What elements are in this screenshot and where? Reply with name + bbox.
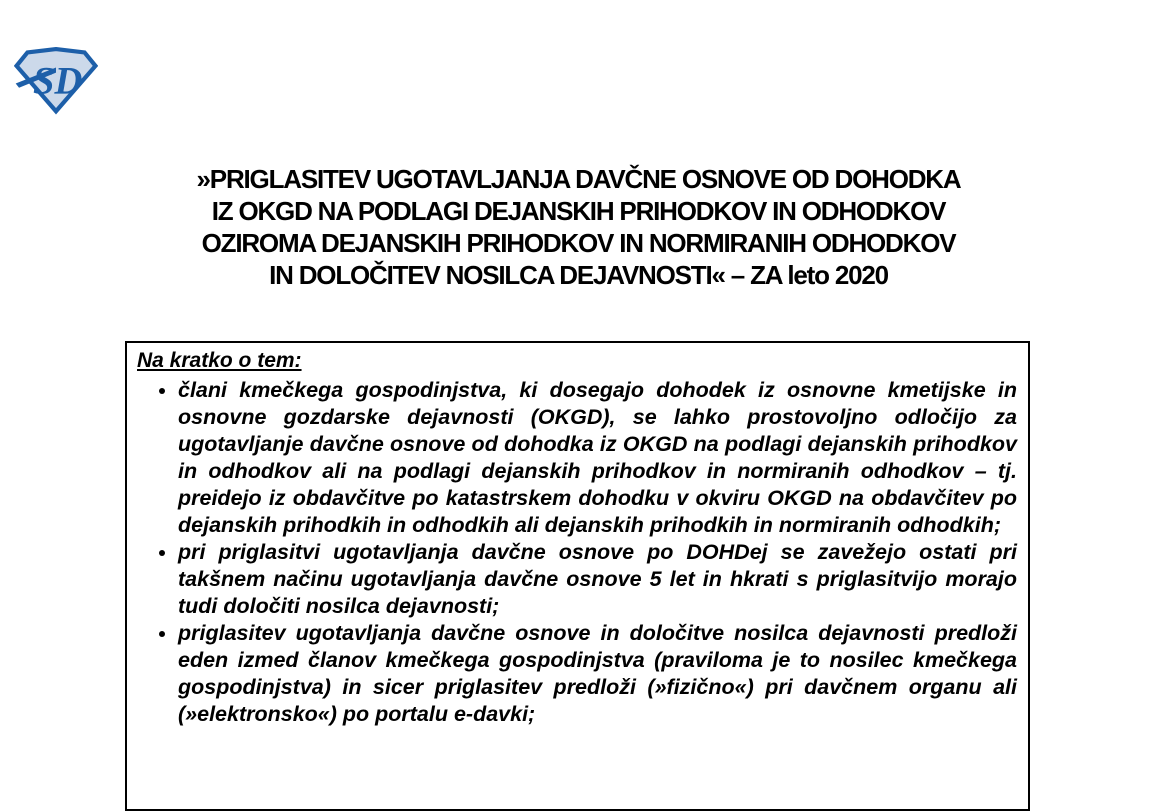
- title-line-4: IN DOLOČITEV NOSILCA DEJAVNOSTI« – ZA leto 2020: [269, 260, 888, 290]
- summary-box-heading: Na kratko o tem:: [137, 349, 302, 372]
- title-line-1: »PRIGLASITEV UGOTAVLJANJA DAVČNE OSNOVE OD DOHODKA: [196, 164, 961, 194]
- document-title: [0, 163, 1157, 291]
- logo-letters: SD: [32, 60, 83, 103]
- title-line-2: IZ OKGD NA PODLAGI DEJANSKIH PRIHODKOV IN ODHODKOV: [211, 196, 946, 226]
- bullet-item-3: • priglasitev ugotavljanja davčne osnove in določitve nosilca dejavnosti predloži eden izmed članov kmečkega gospodinjstva (praviloma je to nosilec kmečkega gospodinjstva) in sicer priglasitev predloži (»fizično«) pri davčnem organu ali (»elektronsko«) po portalu e-davki;: [178, 620, 1017, 728]
- sd-diamond-logo: [14, 47, 98, 115]
- bullet-item-2: • pri priglasitvi ugotavljanja davčne osnove po DOHDej se zavežejo ostati pri takšnem načinu ugotavljanja davčne osnove 5 let in hkrati s priglasitvijo morajo tudi določiti nosilca dejavnosti;: [178, 539, 1017, 620]
- summary-box: [125, 341, 1030, 811]
- summary-bullet-list: [137, 377, 1017, 728]
- title-line-3: OZIROMA DEJANSKIH PRIHODKOV IN NORMIRANIH ODHODKOV: [201, 228, 956, 258]
- bullet-item-1: • člani kmečkega gospodinjstva, ki dosegajo dohodek iz osnovne kmetijske in osnovne gozdarske dejavnosti (OKGD), se lahko prostovoljno odločijo za ugotavljanje davčne osnove od dohodka iz OKGD na podlagi dejanskih prihodkov in odhodkov ali na podlagi dejanskih prihodkov in normiranih odhodkov – tj. preidejo iz obdavčitve po katastrskem dohodku v okviru OKGD na obdavčitev po dejanskih prihodkih in odhodkih ali dejanskih prihodkih in normiranih odhodkih;: [178, 377, 1017, 539]
